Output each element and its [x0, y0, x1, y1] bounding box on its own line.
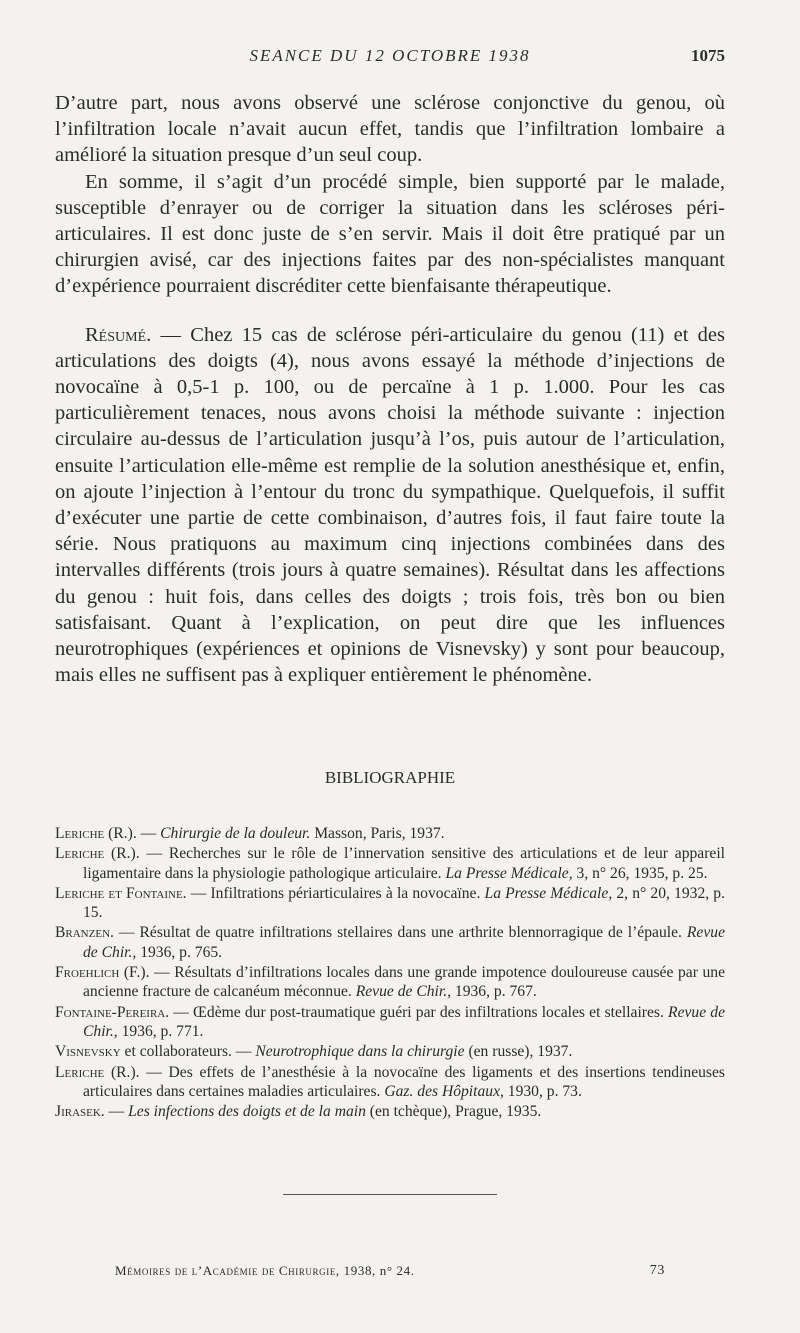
bib-entry: [55, 963, 725, 1002]
footer-journal: Mémoires de l’Académie de Chirurgie,: [115, 1263, 340, 1278]
bib-text: —: [136, 825, 161, 842]
bib-author: Jirasek.: [55, 1103, 105, 1121]
bib-title: Revue de Chir.,: [83, 924, 725, 961]
page-number: 1075: [691, 46, 725, 65]
bib-author: Leriche et Fontaine.: [55, 884, 187, 902]
bib-entry: [55, 884, 725, 923]
bibliography-heading: BIBLIOGRAPHIE: [324, 768, 456, 787]
bib-entry: [55, 1102, 725, 1121]
bib-author: Visnevsky: [55, 1043, 121, 1061]
resume-text: — Chez 15 cas de sclérose péri-articulaire du genou (11) et des articulations des doigts (4), nous avons essayé la méthode d’injections de novocaïne à 0,5-1 p. 100, ou de percaïne à 1 p. 1.000. Pour les cas particulièrement tenaces, nous avons choisi la méthode suivante : injection circulaire au-dessus de l’articulation jusqu’à l’os, puis autour de l’articulation, ensuite l’articulation elle-même est remplie de la solution anesthésique et, enfin, on ajoute l’injection à l’entour du tronc du sympathique. Quelquefois, il suffit d’exécuter une partie de cette combinaison, d’autres fois, il faut faire toute la série. Nous pratiquons au maximum cinq injections combinées dans des intervalles différents (trois jours à quatre semaines). Résultat dans les affections du genou : huit fois, dans celles des doigts ; trois fois, très bon ou bien satisfaisant. Quant à l’explication, on peut dire que les influences neurotrophiques (expériences et opinions de Visnevsky) y sont pour beaucoup, mais elles ne suffisent pas à expliquer entièrement le phénomène.: [55, 323, 725, 687]
footer-issue: 1938, n° 24.: [339, 1263, 415, 1278]
paragraph-1: D’autre part, nous avons observé une sclérose conjonctive du genou, où l’infiltration locale n’avait aucun effet, tandis que l’infiltration lombaire a amélioré la situation presque d’un seul coup.: [55, 92, 725, 167]
bib-author: Leriche (R.).: [55, 825, 137, 842]
bib-text: — Résultats d’infiltrations locales dans une grande impotence douloureuse causée par une ancienne fracture de calcanéum méconnue.: [83, 964, 725, 1001]
bib-text: — Recherches sur le rôle de l’innervation sensitive des articulations et de leur appareil ligamentaire dans la physiologie pathologique articulaire.: [83, 845, 725, 882]
bib-details: 1936, p. 771.: [117, 1022, 204, 1040]
bib-details: (en tchèque), Prague, 1935.: [365, 1103, 542, 1121]
bib-author: Branzen.: [55, 924, 114, 942]
paragraph-2: En somme, il s’agit d’un procédé simple, bien supporté par le malade, susceptible d’enrayer ou de corriger la situation dans les scléroses péri-articulaires. Il est donc juste de s’en servir. Mais il doit être pratiqué par un chirurgien avisé, car des injections faites par des non-spécialistes manquant d’expérience pourraient discréditer cette bienfaisante thérapeutique.: [55, 170, 725, 298]
section-divider: [283, 1194, 497, 1195]
bib-details: 1936, p. 765.: [136, 943, 223, 961]
page-footer: [115, 1263, 665, 1279]
bib-details: (en russe), 1937.: [464, 1043, 573, 1061]
bib-text: —: [104, 1103, 129, 1121]
bib-author: Leriche (R.).: [55, 1063, 140, 1081]
bib-title: Neurotrophique dans la chirurgie: [255, 1043, 465, 1061]
resume-paragraph: [55, 322, 725, 689]
bib-author: Froehlich (F.).: [55, 964, 150, 982]
bib-entry: [55, 1003, 725, 1042]
bib-details: 2, n° 20, 1932, p. 15.: [83, 884, 725, 922]
bib-entry: [55, 824, 725, 843]
bib-text: — Résultat de quatre infiltrations stellaires dans une arthrite blennorragique de l’épaule.: [113, 924, 687, 942]
resume-label: Résumé.: [85, 323, 152, 346]
running-head-title: SEANCE DU 12 OCTOBRE 1938: [249, 46, 531, 65]
bib-text: et collaborateurs. —: [120, 1043, 256, 1061]
bib-entry: [55, 1042, 725, 1061]
bib-text: — Œdème dur post-traumatique guéri par des infiltrations locales et stellaires.: [169, 1003, 669, 1021]
bib-title: Revue de Chir.,: [355, 983, 452, 1001]
bib-details: 1936, p. 767.: [451, 983, 537, 1001]
bib-details: 1930, p. 73.: [503, 1082, 582, 1100]
running-head: [55, 46, 725, 70]
bib-entry: [55, 844, 725, 883]
bib-text: — Des effets de l’anesthésie à la novocaïne des ligaments et des insertions tendineuses articulaires dans certaines maladies articulaires.: [83, 1063, 725, 1100]
bib-title: Gaz. des Hôpitaux,: [384, 1082, 504, 1100]
footer-sheet-number: 73: [649, 1263, 665, 1278]
bib-title: Les infections des doigts et de la main: [128, 1103, 366, 1121]
bib-title: Chirurgie de la douleur.: [160, 825, 311, 842]
bib-entry: [55, 1063, 725, 1102]
bib-entry: [55, 923, 725, 962]
bib-author: Fontaine-Pereira.: [55, 1003, 170, 1021]
bib-author: Leriche (R.).: [55, 845, 140, 863]
bib-title: La Presse Médicale,: [445, 864, 573, 882]
bib-text: — Infiltrations périarticulaires à la novocaïne.: [186, 884, 485, 902]
bib-title: Revue de Chir.,: [83, 1003, 726, 1040]
bib-details: Masson, Paris, 1937.: [310, 825, 445, 842]
bibliography-list: [55, 824, 725, 1122]
bib-title: La Presse Médicale,: [484, 884, 613, 902]
body-text: [55, 90, 725, 688]
bib-details: 3, n° 26, 1935, p. 25.: [572, 864, 708, 882]
